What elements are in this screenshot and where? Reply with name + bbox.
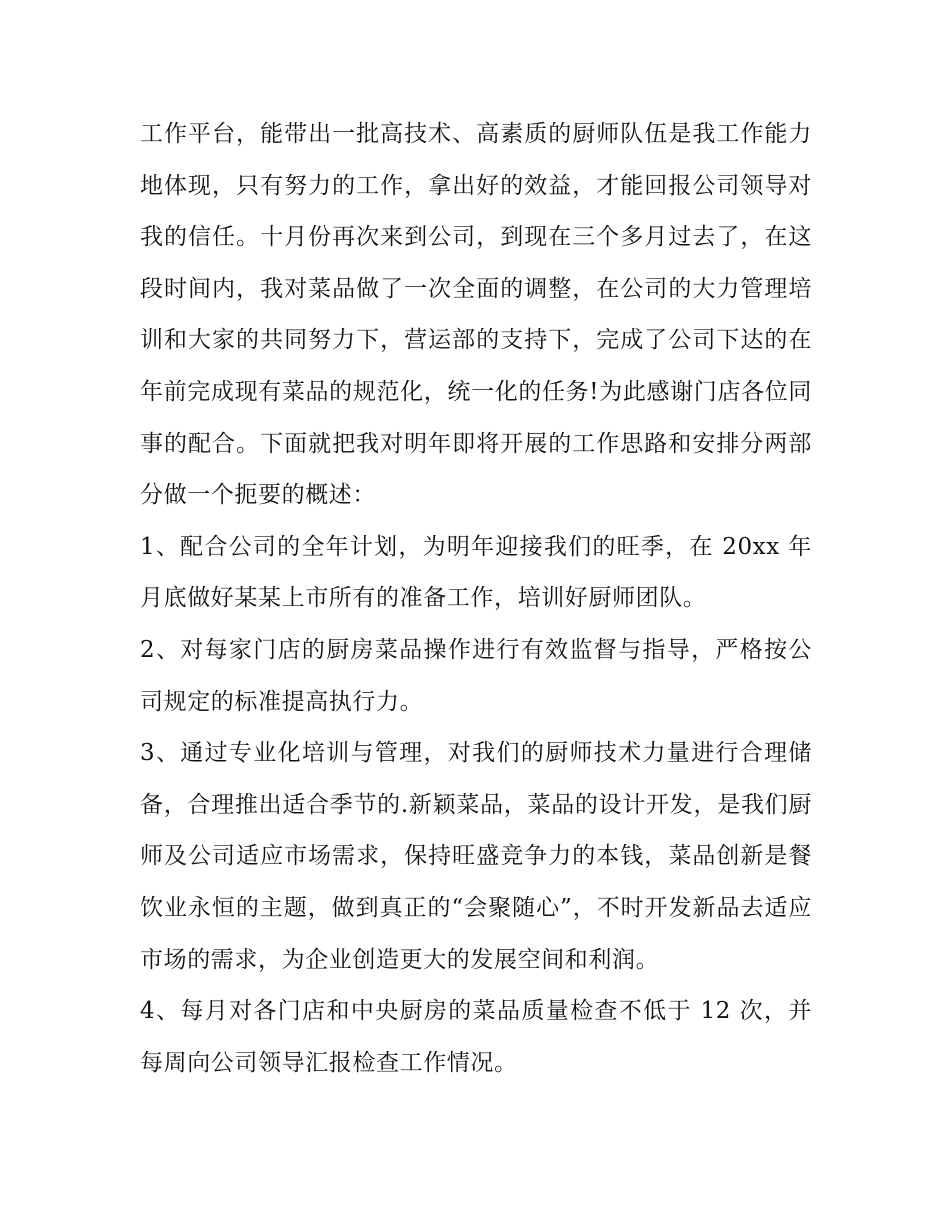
paragraph-item-1: 1、配合公司的全年计划，为明年迎接我们的旺季，在 20xx 年月底做好某某上市所有的准备工作，培训好厨师团队。: [140, 533, 812, 612]
paragraph-item-4: 4、每月对各门店和中央厨房的菜品质量检查不低于 12 次，并每周向公司领导汇报检查工作情况。: [140, 998, 812, 1076]
paragraph-item-3: 3、通过专业化培训与管理，对我们的厨师技术力量进行合理储备，合理推出适合季节的.新颖菜品，菜品的设计开发，是我们厨师及公司适应市场需求，保持旺盛竞争力的本钱，菜品创新是餐饮业永恒的主题，做到真正的“会聚随心”，不时开发新品去适应市场的需求，为企业创造更大的发展空间和利润。: [140, 740, 812, 973]
document-body: [140, 109, 812, 1089]
paragraph-intro: 工作平台，能带出一批高技术、高素质的厨师队伍是我工作能力地体现，只有努力的工作，拿出好的效益，才能回报公司领导对我的信任。十月份再次来到公司，到现在三个多月过去了，在这段时间内，我对菜品做了一次全面的调整，在公司的大力管理培训和大家的共同努力下，营运部的支持下，完成了公司下达的在年前完成现有菜品的规范化，统一化的任务!为此感谢门店各位同事的配合。下面就把我对明年即将开展的工作思路和安排分两部分做一个扼要的概述：: [140, 121, 812, 509]
paragraph-item-2: 2、对每家门店的厨房菜品操作进行有效监督与指导，严格按公司规定的标准提高执行力。: [140, 636, 812, 715]
